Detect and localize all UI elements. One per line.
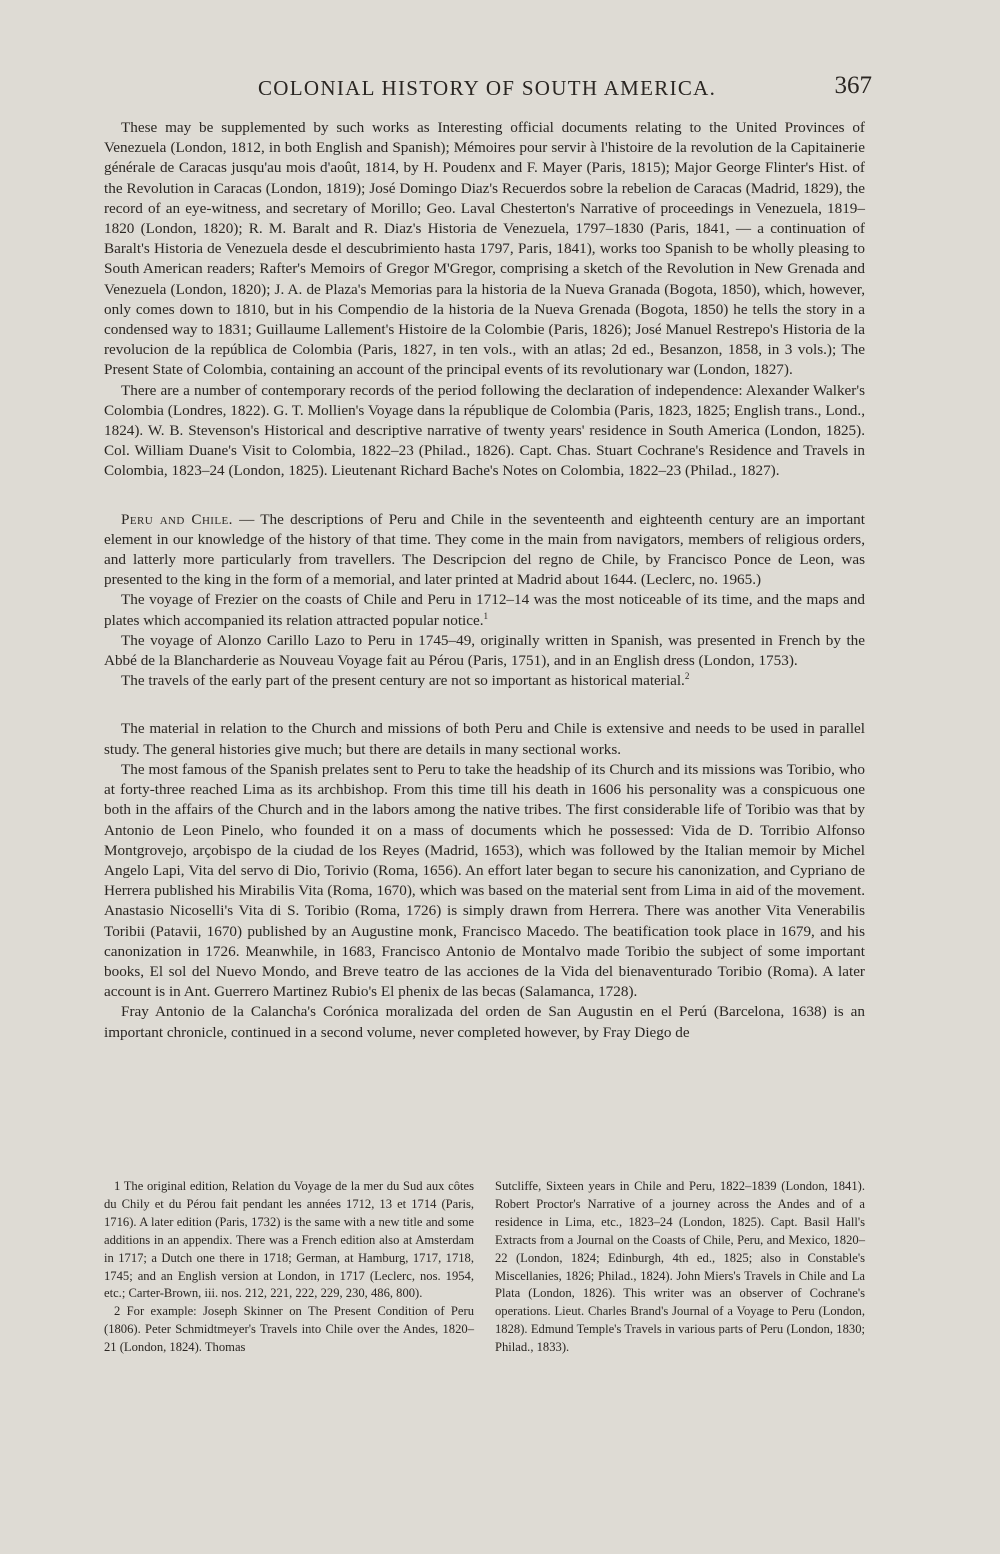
- paragraph-supplementary-works: These may be supplemented by such works as Interesting official documents relating to the United Provinces of Venezuela (London, 1812, in both English and Spanish); Mémoires pour servir à l'histoire de la revolution de la Capitainerie générale de Caracas jusqu'au mois d'août, 1814, by H. Poudenx and F. Mayer (Paris, 1815); Major George Flinter's Hist. of the Revolution in Caracas (London, 1819); José Domingo Diaz's Recuerdos sobre la rebelion de Caracas (Madrid, 1829), the record of an eye-witness, and secretary of Morillo; Geo. Laval Chesterton's Narrative of proceedings in Venezuela, 1819–1820 (London, 1820); R. M. Baralt and R. Diaz's Historia de Venezuela, 1797–1830 (Paris, 1841, — a continuation of Baralt's Historia de Venezuela desde el descubrimiento hasta 1797, Paris, 1841), works too Spanish to be wholly pleasing to South American readers; Rafter's Memoirs of Gregor M'Gregor, comprising a sketch of the Revolution in New Grenada and Venezuela (London, 1820); J. A. de Plaza's Memorias para la historia de la Nueva Granada (Bogota, 1850), which, however, only comes down to 1810, but in his Compendio de la historia de la Nueva Grenada (Bogota, 1850) he tells the story in a condensed way to 1831; Guillaume Lallement's Histoire de la Colombie (Paris, 1826); José Manuel Restrepo's Historia de la revolucion de la república de Colombia (Paris, 1827, in ten vols., with an atlas; 2d ed., Besanzon, 1858, in 3 vols.); The Present State of Colombia, containing an account of the principal events of its revolutionary war (London, 1827).: [104, 119, 865, 379]
- body-text: [104, 118, 865, 1043]
- paragraph-church-missions: The material in relation to the Church and missions of both Peru and Chile is extensive and needs to be used in parallel study. The general histories give much; but there are details in many sectional works.: [104, 720, 865, 758]
- page-number: 367: [834, 72, 872, 99]
- footnote-ref-1[interactable]: 1: [483, 610, 489, 621]
- footnote-ref-2[interactable]: 2: [684, 671, 690, 682]
- paragraph-toribio: The most famous of the Spanish prelates sent to Peru to take the headship of its Church and its missions was Toribio, who at forty-three reached Lima as its archbishop. From this time till his death in 1606 his personality was a conspicuous one both in the affairs of the Church and in the labors among the native tribes. The first considerable life of Toribio was that by Antonio de Leon Pinelo, who founded it on a mass of documents which he possessed: Vida de D. Torribio Alfonso Montgrovejo, arçobispo de la ciudad de los Reyes (Madrid, 1653), which was followed by the Italian memoir by Michel Angelo Lapi, Vita del servo di Dio, Torivio (Roma, 1656). An effort later began to secure his canonization, and Cypriano de Herrera published his Mirabilis Vita (Roma, 1670), which was based on the material sent from Lima in aid of the movement. Anastasio Nicoselli's Vita di S. Toribio (Roma, 1726) is simply drawn from Herrera. There was another Vita Venerabilis Toribii (Patavii, 1670) published by an Augustine monk, Francisco Macedo. The beatification took place in 1679, and his canonization in 1726. Meanwhile, in 1683, Francisco Antonio de Montalvo made Toribio the subject of some important books, El sol del Nuevo Mondo, and Breve teatro de las acciones de la Vida del bienaventurado Toribio (Roma). A later account is in Ant. Guerrero Martinez Rubio's El phenix de las becas (Salamanca, 1728).: [104, 760, 865, 1001]
- footnotes-left-column: [104, 1178, 474, 1357]
- footnotes-right-column: [495, 1178, 865, 1357]
- paragraph-peru-and-chile-text: — The descriptions of Peru and Chile in the seventeenth and eighteenth century are an important element in our knowledge of the history of that time. They come in the main from navigators, members of religious orders, and latterly more particularly from travellers. The Descripcion del regno de Chile, by Francisco Ponce de Leon, was presented to the king in the form of a memorial, and later printed at Madrid about 1644. (Leclerc, no. 1965.): [104, 510, 865, 589]
- paragraph-travels: [104, 671, 865, 691]
- paragraph-calancha: Fray Antonio de la Calancha's Corónica moralizada del orden de San Augustin en el Perú (Barcelona, 1638) is an important chronicle, continued in a second volume, never completed however, by Fray Diego de: [104, 1003, 865, 1041]
- paragraph-frezier-voyage-text: The voyage of Frezier on the coasts of Chile and Peru in 1712–14 was the most noticeable of its time, and the maps and plates which accompanied its relation attracted popular notice.: [104, 591, 865, 629]
- footnote-2: 2 For example: Joseph Skinner on The Present Condition of Peru (1806). Peter Schmidtmeyer's Travels into Chile over the Andes, 1820–21 (London, 1824). Thomas: [104, 1304, 474, 1355]
- running-head: COLONIAL HISTORY OF SOUTH AMERICA.: [258, 76, 717, 100]
- paragraph-peru-and-chile: [104, 510, 865, 591]
- paragraph-contemporary-records: There are a number of contemporary records of the period following the declaration of independence: Alexander Walker's Colombia (Londres, 1822). G. T. Mollien's Voyage dans la république de Colombia (Paris, 1823, 1825; English trans., Lond., 1824). W. B. Stevenson's Historical and descriptive narrative of twenty years' residence in South America (London, 1825). Col. William Duane's Visit to Colombia, 1822–23 (Philad., 1826). Capt. Chas. Stuart Cochrane's Residence and Travels in Colombia, 1823–24 (London, 1825). Lieutenant Richard Bache's Notes on Colombia, 1822–23 (Philad., 1827).: [104, 381, 865, 480]
- footnotes: [104, 1178, 865, 1357]
- paragraph-frezier-voyage: [104, 590, 865, 630]
- footnote-1: 1 The original edition, Relation du Voyage de la mer du Sud aux côtes du Chily et du Pérou fait pendant les années 1712, 13 et 1714 (Paris, 1716). A later edition (Paris, 1732) is the same with a new title and some additions in an appendix. There was a French edition also at Amsterdam in 1717; a Dutch one there in 1718; German, at Hamburg, 1717, 1718, 1745; and an English version at London, in 1717 (Leclerc, nos. 1954, etc.; Carter-Brown, iii. nos. 212, 221, 222, 229, 230, 486, 800).: [104, 1179, 474, 1301]
- footnote-2-continued: Sutcliffe, Sixteen years in Chile and Peru, 1822–1839 (London, 1841). Robert Proctor's Narrative of a journey across the Andes and of a residence in Lima, etc., 1823–24 (London, 1825). Capt. Basil Hall's Extracts from a Journal on the Coasts of Chile, Peru, and Mexico, 1820–22 (London, 1824; Edinburgh, 4th ed., 1825; also in Constable's Miscellanies, 1826; Philad., 1824). John Miers's Travels in Chile and La Plata (London, 1826). This writer was an observer of Cochrane's operations. Lieut. Charles Brand's Journal of a Voyage to Peru (London, 1828). Edmund Temple's Travels in various parts of Peru (London, 1830; Philad., 1833).: [495, 1179, 865, 1355]
- paragraph-carillo-voyage: The voyage of Alonzo Carillo Lazo to Peru in 1745–49, originally written in Spanish, was presented in French by the Abbé de la Blancharderie as Nouveau Voyage fait au Pérou (Paris, 1751), and in an English dress (London, 1753).: [104, 631, 865, 670]
- section-heading-peru-and-chile: Peru and Chile.: [121, 510, 233, 528]
- page-header: [104, 72, 880, 112]
- paragraph-travels-text: The travels of the early part of the present century are not so important as historical material.: [121, 672, 685, 690]
